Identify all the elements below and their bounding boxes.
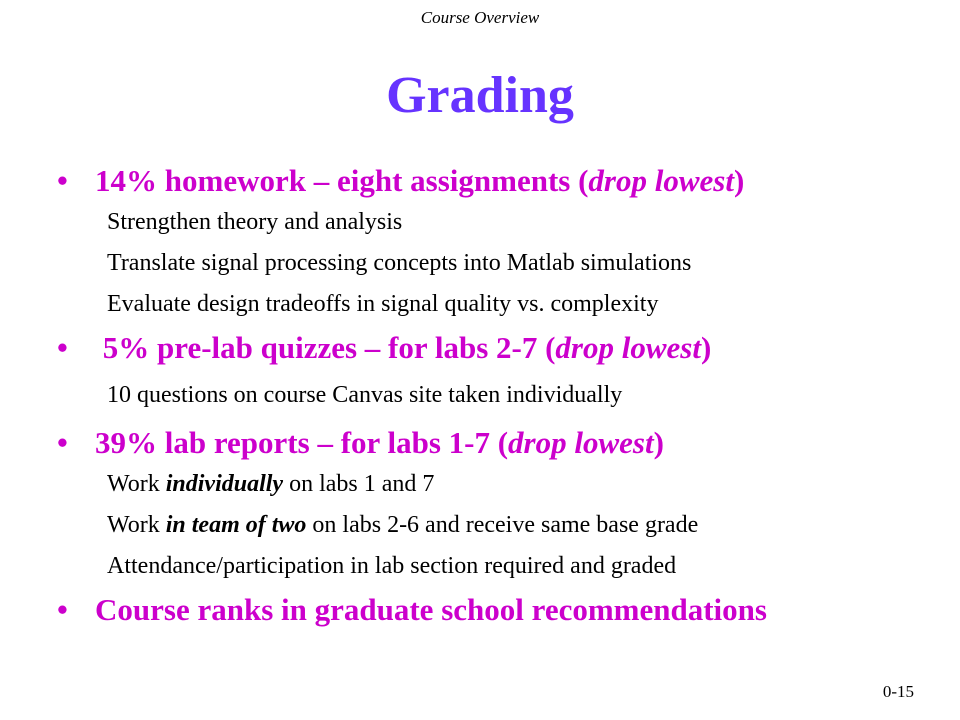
bullet-tail: )	[653, 425, 664, 460]
sub-item: Attendance/participation in lab section required and graded	[107, 553, 677, 579]
bullet-dot: •	[57, 592, 68, 627]
sub-item-text: on labs 1 and 7	[283, 471, 435, 497]
sub-item: Evaluate design tradeoffs in signal quality vs. complexity	[107, 291, 659, 317]
sub-item-text: Work	[107, 471, 166, 497]
bullet-emphasis: drop lowest	[508, 425, 654, 460]
bullet-tail: )	[733, 163, 745, 198]
bullet-dot: •	[57, 330, 68, 365]
bullet-lead: 14% homework – eight assignments (	[95, 163, 589, 198]
sub-item: Translate signal processing concepts into Matlab simulations	[107, 250, 692, 276]
slide-content	[55, 160, 935, 631]
slide-header: Course Overview	[420, 8, 540, 27]
bullet-lead: 5% pre-lab quizzes – for labs 2-7 (	[95, 330, 556, 365]
sub-item-text: on labs 2-6 and receive same base grade	[306, 512, 699, 538]
sub-item	[55, 464, 935, 505]
bullet-lead: 39% lab reports – for labs 1-7 (	[95, 425, 509, 460]
bullet-prelab-quizzes	[55, 327, 935, 369]
bullet-lead: Course ranks in graduate school recommendations	[95, 592, 767, 627]
bullet-lab-reports	[55, 422, 935, 464]
bullet-homework	[55, 160, 935, 202]
bullet-dot: •	[57, 425, 68, 460]
sub-item: Strengthen theory and analysis	[107, 209, 403, 235]
sub-item: 10 questions on course Canvas site taken individually	[107, 382, 623, 408]
bullet-emphasis: drop lowest	[588, 163, 734, 198]
sub-item-emphasis: individually	[165, 471, 284, 497]
sub-item	[55, 505, 935, 546]
bullet-dot: •	[57, 163, 68, 198]
sub-item-emphasis: in team of two	[165, 512, 307, 538]
slide-title: Grading	[386, 67, 574, 124]
bullet-tail: )	[700, 330, 712, 365]
bullet-course-ranks	[55, 589, 935, 631]
page-number: 0-15	[882, 682, 914, 701]
bullet-emphasis: drop lowest	[555, 330, 701, 365]
sub-item-text: Work	[107, 512, 166, 538]
